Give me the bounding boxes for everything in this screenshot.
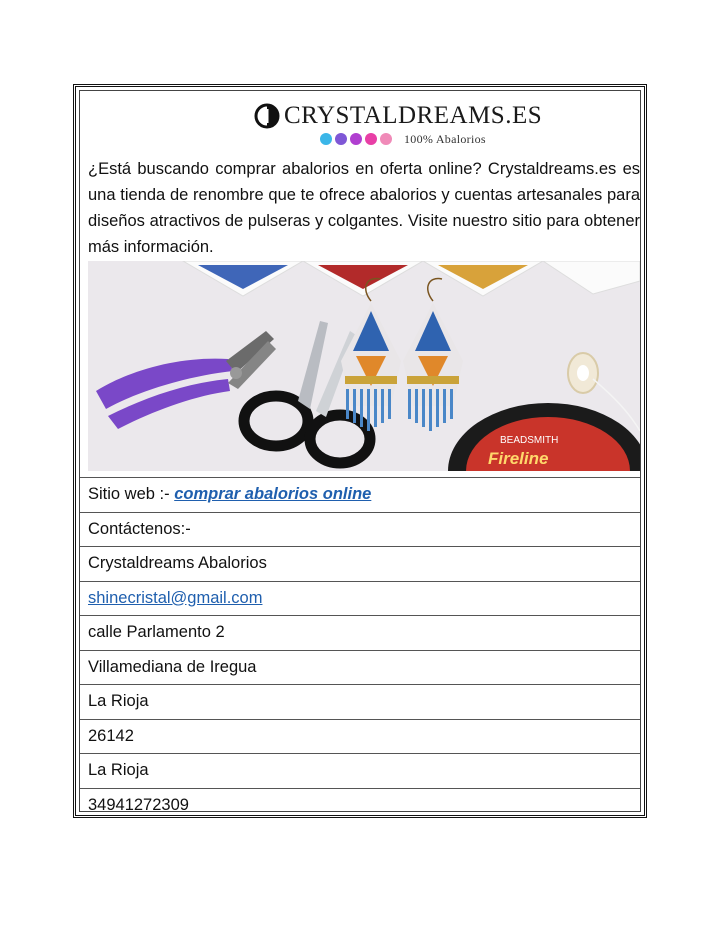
contact-heading: Contáctenos:-	[80, 512, 640, 547]
logo-dot	[380, 133, 392, 145]
region: La Rioja	[80, 684, 640, 719]
brand-name: CRYSTALDREAMS.ES	[284, 102, 543, 129]
town: Villamediana de Iregua	[80, 650, 640, 685]
province: La Rioja	[80, 753, 640, 788]
street-address: calle Parlamento 2	[80, 615, 640, 650]
document-inner	[79, 90, 641, 812]
spool-brand: Fireline	[488, 449, 549, 468]
logo-dot	[350, 133, 362, 145]
brand-tagline: 100% Abalorios	[404, 132, 486, 146]
logo-dots	[320, 133, 392, 145]
intro-paragraph: ¿Está buscando comprar abalorios en oferta online? Crystaldreams.es es una tienda de renombre que te ofrece abalorios y cuentas artesanales para diseños atractivos de pulseras y colgantes. Visite nuestro sitio para obtener más información.	[88, 160, 640, 256]
contact-rows	[80, 477, 640, 822]
website-link[interactable]: comprar abalorios online	[174, 485, 372, 503]
website-label: Sitio web :-	[88, 485, 175, 503]
email-link[interactable]: shinecristal@gmail.com	[88, 588, 263, 607]
logo-dot	[365, 133, 377, 145]
beading-supplies-photo	[88, 261, 640, 471]
logo-dot	[320, 133, 332, 145]
email-row	[80, 581, 640, 616]
business-name: Crystaldreams Abalorios	[80, 546, 640, 581]
phone-number: 34941272309	[80, 788, 640, 823]
spool-label: BEADSMITH	[500, 435, 559, 446]
logo-dot	[335, 133, 347, 145]
brand-logo[interactable]	[254, 101, 543, 146]
document-frame	[73, 84, 647, 818]
website-row	[80, 477, 640, 512]
postcode: 26142	[80, 719, 640, 754]
logo-mark-icon	[254, 103, 280, 129]
